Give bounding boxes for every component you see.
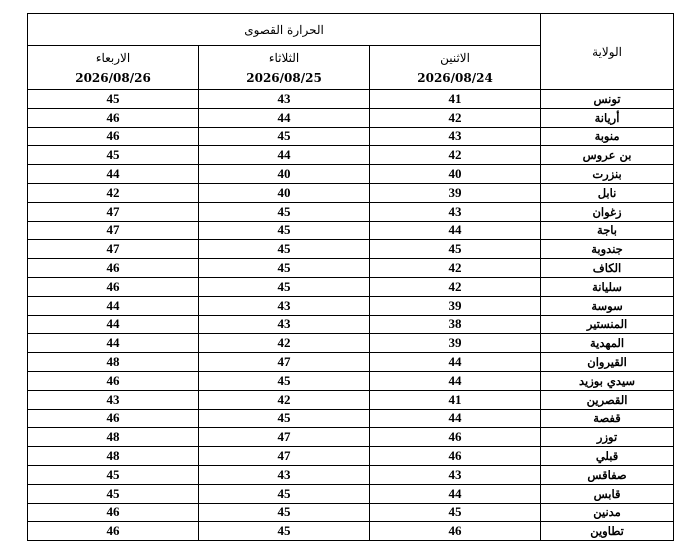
region-name: زغوان	[541, 202, 674, 221]
table-row	[28, 146, 674, 165]
temperature-value-day-1: 45	[370, 240, 541, 259]
temperature-value-day-1: 41	[370, 90, 541, 109]
region-name: قابس	[541, 484, 674, 503]
table-row	[28, 221, 674, 240]
temperature-value-day-1: 42	[370, 108, 541, 127]
temperature-value-day-3: 45	[28, 146, 199, 165]
region-name: مدنين	[541, 503, 674, 522]
region-name: المهدية	[541, 334, 674, 353]
region-name: نابل	[541, 183, 674, 202]
temperature-value-day-3: 44	[28, 165, 199, 184]
day-name: الاربعاء	[95, 50, 131, 65]
temperature-value-day-2: 45	[199, 240, 370, 259]
temperature-value-day-3: 47	[28, 221, 199, 240]
temperature-value-day-3: 46	[28, 503, 199, 522]
temperature-value-day-3: 48	[28, 447, 199, 466]
temperature-value-day-2: 45	[199, 484, 370, 503]
day-header-1	[370, 46, 541, 90]
table-row	[28, 409, 674, 428]
temperature-value-day-3: 46	[28, 409, 199, 428]
day-date: 2026/08/25	[246, 70, 322, 85]
temperature-value-day-2: 47	[199, 428, 370, 447]
temperature-value-day-2: 43	[199, 90, 370, 109]
region-name: أريانة	[541, 108, 674, 127]
temperature-value-day-3: 46	[28, 108, 199, 127]
temperature-value-day-1: 44	[370, 221, 541, 240]
region-name: سوسة	[541, 296, 674, 315]
temperature-value-day-2: 45	[199, 522, 370, 541]
temperature-value-day-2: 45	[199, 127, 370, 146]
day-name: الاثنين	[440, 50, 470, 65]
region-name: القيروان	[541, 353, 674, 372]
temperature-value-day-1: 44	[370, 353, 541, 372]
day-date: 2026/08/26	[75, 70, 151, 85]
temperature-value-day-3: 44	[28, 296, 199, 315]
region-column-header: الولاية	[541, 14, 674, 90]
temperature-value-day-3: 48	[28, 428, 199, 447]
temperature-value-day-3: 48	[28, 353, 199, 372]
temperature-value-day-2: 40	[199, 183, 370, 202]
region-name: المنستير	[541, 315, 674, 334]
day-date: 2026/08/24	[417, 70, 493, 85]
max-temperature-table	[27, 13, 674, 541]
temperature-value-day-1: 38	[370, 315, 541, 334]
temperature-value-day-3: 44	[28, 315, 199, 334]
day-header-2	[199, 46, 370, 90]
table-row	[28, 371, 674, 390]
table-row	[28, 315, 674, 334]
region-name: بنزرت	[541, 165, 674, 184]
region-name: بن عروس	[541, 146, 674, 165]
temperature-value-day-1: 43	[370, 465, 541, 484]
temperature-value-day-3: 46	[28, 259, 199, 278]
temperature-value-day-2: 44	[199, 108, 370, 127]
table-row	[28, 90, 674, 109]
temperature-value-day-1: 39	[370, 334, 541, 353]
temperature-value-day-2: 45	[199, 221, 370, 240]
temperature-value-day-1: 41	[370, 390, 541, 409]
day-name: الثلاثاء	[268, 50, 300, 65]
temperature-value-day-2: 42	[199, 390, 370, 409]
temperature-value-day-1: 42	[370, 146, 541, 165]
temperature-value-day-1: 39	[370, 183, 541, 202]
table-row	[28, 353, 674, 372]
temperature-table-container	[27, 13, 673, 541]
temperature-value-day-3: 46	[28, 277, 199, 296]
temperature-value-day-2: 40	[199, 165, 370, 184]
temperature-value-day-3: 45	[28, 484, 199, 503]
temperature-value-day-1: 44	[370, 371, 541, 390]
temperature-value-day-3: 43	[28, 390, 199, 409]
table-row	[28, 277, 674, 296]
temperature-value-day-1: 43	[370, 127, 541, 146]
table-row	[28, 522, 674, 541]
region-name: تونس	[541, 90, 674, 109]
region-name: سيدي بوزيد	[541, 371, 674, 390]
temperature-value-day-1: 46	[370, 522, 541, 541]
temperature-value-day-1: 44	[370, 409, 541, 428]
table-row	[28, 296, 674, 315]
region-name: القصرين	[541, 390, 674, 409]
table-row	[28, 390, 674, 409]
temperature-value-day-2: 45	[199, 503, 370, 522]
temperature-value-day-2: 42	[199, 334, 370, 353]
table-row	[28, 183, 674, 202]
table-row	[28, 202, 674, 221]
table-row	[28, 165, 674, 184]
temperature-value-day-2: 43	[199, 465, 370, 484]
region-name: قفصة	[541, 409, 674, 428]
region-name: منوبة	[541, 127, 674, 146]
region-name: الكاف	[541, 259, 674, 278]
temperature-value-day-3: 46	[28, 127, 199, 146]
temperature-value-day-3: 44	[28, 334, 199, 353]
temperature-value-day-2: 45	[199, 409, 370, 428]
temperature-value-day-1: 40	[370, 165, 541, 184]
temperature-value-day-1: 44	[370, 484, 541, 503]
region-name: صفاقس	[541, 465, 674, 484]
temperature-value-day-1: 46	[370, 428, 541, 447]
table-row	[28, 240, 674, 259]
temperature-value-day-1: 42	[370, 277, 541, 296]
table-row	[28, 127, 674, 146]
day-header-3	[28, 46, 199, 90]
temperature-value-day-3: 42	[28, 183, 199, 202]
temperature-value-day-2: 43	[199, 315, 370, 334]
temperature-value-day-2: 44	[199, 146, 370, 165]
temperature-value-day-2: 45	[199, 259, 370, 278]
temperature-value-day-3: 47	[28, 240, 199, 259]
temperature-value-day-2: 43	[199, 296, 370, 315]
region-name: تطاوين	[541, 522, 674, 541]
temperature-value-day-3: 46	[28, 522, 199, 541]
temperature-value-day-2: 45	[199, 371, 370, 390]
region-name: سليانة	[541, 277, 674, 296]
region-name: قبلي	[541, 447, 674, 466]
temperature-value-day-3: 46	[28, 371, 199, 390]
table-row	[28, 465, 674, 484]
region-name: باجة	[541, 221, 674, 240]
temperature-value-day-1: 43	[370, 202, 541, 221]
region-name: جندوبة	[541, 240, 674, 259]
table-body	[28, 90, 674, 541]
temperature-value-day-2: 45	[199, 277, 370, 296]
temperature-value-day-2: 45	[199, 202, 370, 221]
temperature-value-day-3: 47	[28, 202, 199, 221]
table-row	[28, 108, 674, 127]
region-name: توزر	[541, 428, 674, 447]
temperature-value-day-2: 47	[199, 353, 370, 372]
temperature-value-day-3: 45	[28, 465, 199, 484]
temperature-value-day-2: 47	[199, 447, 370, 466]
table-row	[28, 334, 674, 353]
temperature-value-day-1: 39	[370, 296, 541, 315]
table-row	[28, 428, 674, 447]
temperature-value-day-3: 45	[28, 90, 199, 109]
temperature-value-day-1: 46	[370, 447, 541, 466]
temperature-value-day-1: 42	[370, 259, 541, 278]
max-temperature-group-header: الحرارة القصوى	[28, 14, 541, 46]
table-row	[28, 447, 674, 466]
temperature-value-day-1: 45	[370, 503, 541, 522]
table-row	[28, 503, 674, 522]
table-row	[28, 484, 674, 503]
table-row	[28, 259, 674, 278]
